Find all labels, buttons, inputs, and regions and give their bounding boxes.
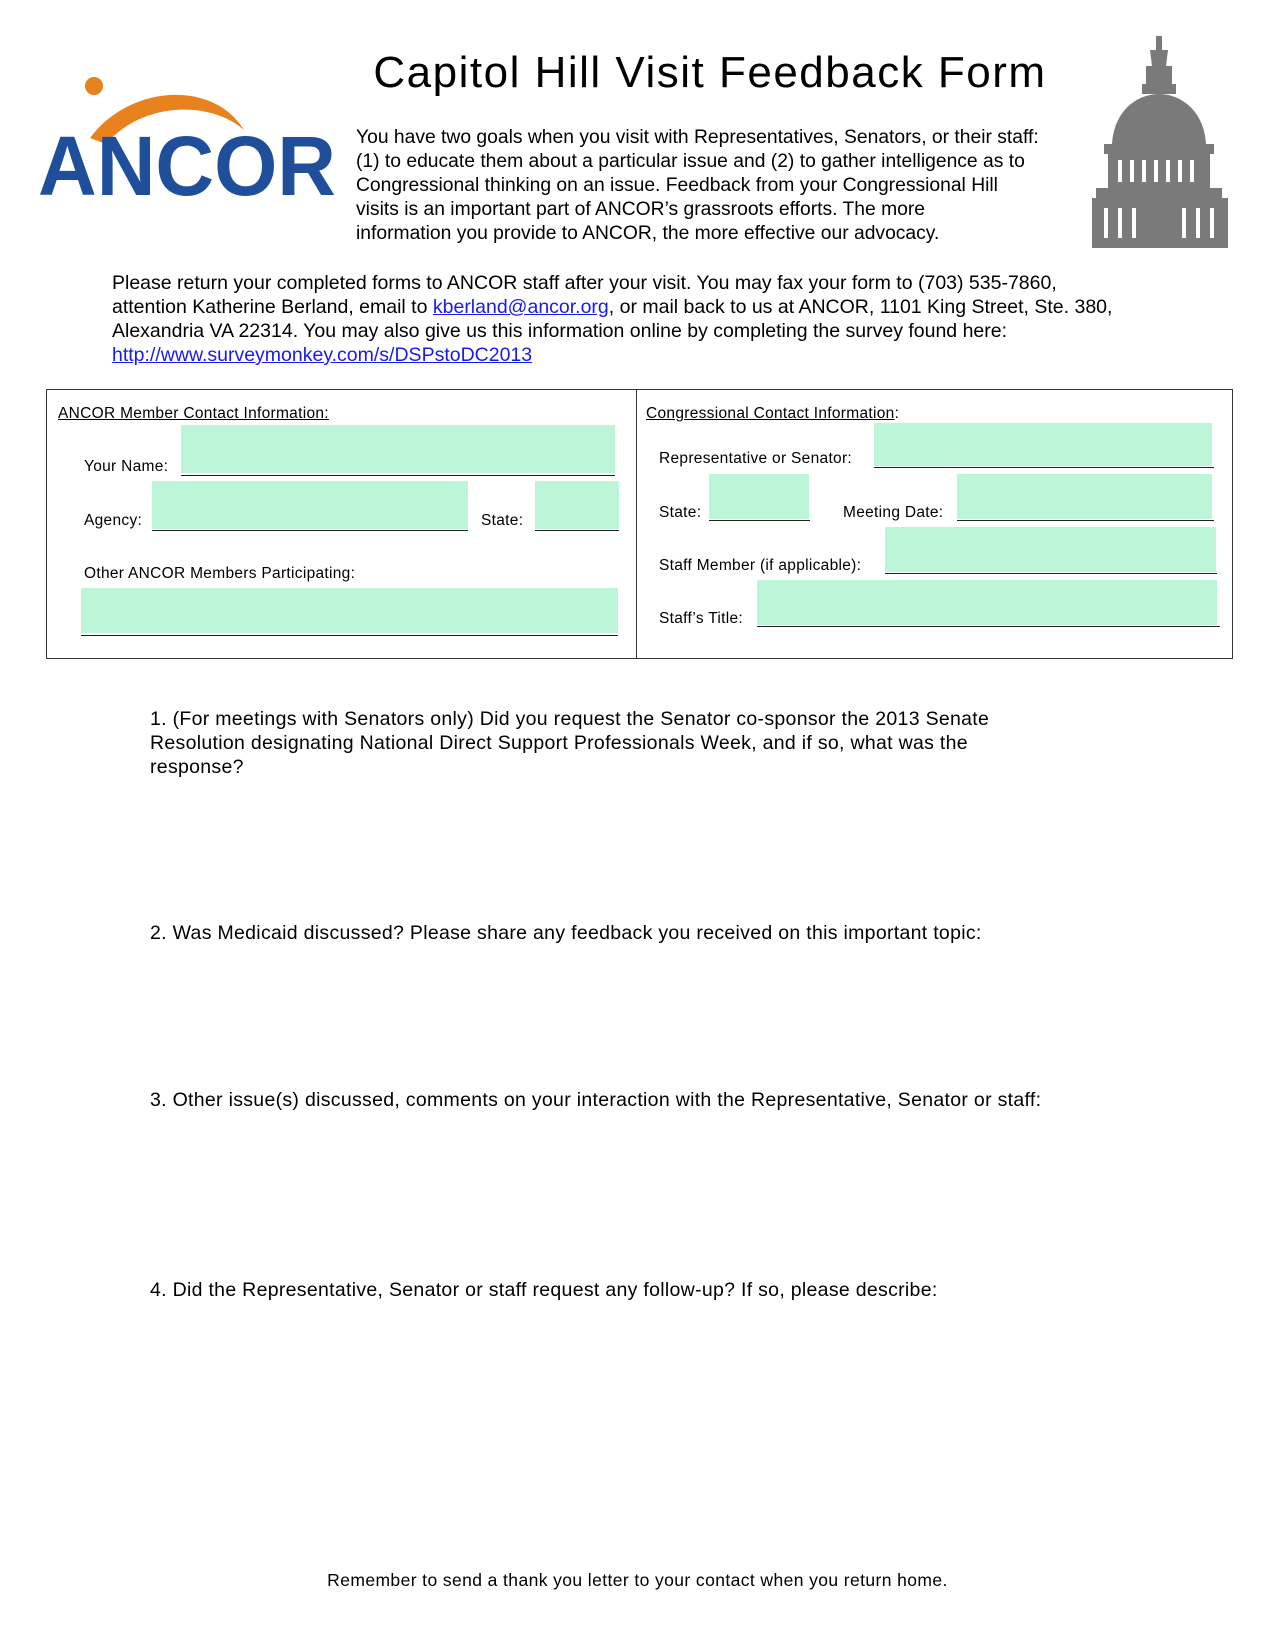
intro-line: information you provide to ANCOR, the more effective our advocacy. [356,223,940,244]
question-line: response? [150,756,244,778]
question-line: 2. Was Medicaid discussed? Please share any feedback you received on this important topic: [150,922,982,944]
member-state-label: State: [481,512,524,529]
congress-state-underline [709,520,810,521]
question-line: 4. Did the Representative, Senator or staff request any follow-up? If so, please describe: [150,1279,938,1301]
question-line: 1. (For meetings with Senators only) Did you request the Senator co-sponsor the 2013 Senate [150,708,990,730]
meeting-date-field[interactable] [957,474,1212,519]
congress-state-label: State: [659,504,702,521]
member-section-heading: ANCOR Member Contact Information: [58,405,329,422]
return-text: , or mail back to us at ANCOR, 1101 King Street, Ste. 380, [608,296,1113,318]
return-line [112,343,1192,367]
your-name-field[interactable] [181,425,615,473]
intro-line: Congressional thinking on an issue. Feedback from your Congressional Hill [356,175,998,196]
question-3 [150,1088,1100,1112]
other-members-field[interactable] [81,588,618,633]
other-members-label: Other ANCOR Members Participating: [84,565,356,582]
survey-link[interactable]: http://www.surveymonkey.com/s/DSPstoDC2013 [112,344,533,366]
staff-member-label: Staff Member (if applicable): [659,557,862,574]
logo-dot [85,77,103,95]
representative-field[interactable] [874,423,1212,466]
intro-line: visits is an important part of ANCOR’s grassroots efforts. The more [356,199,926,220]
member-state-underline [535,530,619,531]
your-name-underline [181,475,615,476]
footer-reminder: Remember to send a thank you letter to your contact when you return home. [327,1570,948,1590]
representative-label: Representative or Senator: [659,450,853,467]
congress-state-field[interactable] [709,474,809,519]
congress-section-heading [646,405,899,423]
congress-heading-text: Congressional Contact Information [646,405,895,422]
question-line: 3. Other issue(s) discussed, comments on your interaction with the Representative, Senator or staff: [150,1089,1042,1111]
intro-line: You have two goals when you visit with Representatives, Senators, or their staff: [356,127,1039,148]
question-line: Resolution designating National Direct Support Professionals Week, and if so, what was the [150,732,968,754]
return-line: Alexandria VA 22314. You may also give us this information online by completing the survey found here: [112,320,1008,342]
intro-line: (1) to educate them about a particular issue and (2) to gather intelligence as to [356,151,1025,172]
contact-box-divider [636,389,637,659]
ancor-logo [38,74,338,204]
logo-wordmark: ANCOR [38,119,336,204]
staff-member-underline [885,573,1217,574]
agency-field[interactable] [152,481,468,529]
question-4 [150,1278,1100,1302]
agency-label: Agency: [84,512,143,529]
member-state-field[interactable] [535,481,619,529]
return-line [112,295,1192,319]
return-text: attention Katherine Berland, email to [112,296,433,318]
return-instructions [112,271,1192,367]
return-line: Please return your completed forms to ANCOR staff after your visit. You may fax your form to (703) 535-7860, [112,272,1057,294]
intro-paragraph [356,126,1096,246]
email-link[interactable]: kberland@ancor.org [432,296,609,318]
meeting-date-underline [957,520,1214,521]
staff-title-label: Staff’s Title: [659,610,744,627]
other-members-underline [81,635,618,636]
page-title: Capitol Hill Visit Feedback Form [373,48,1047,97]
congress-heading-colon: : [894,405,900,422]
your-name-label: Your Name: [84,458,169,475]
representative-underline [874,467,1214,468]
question-2 [150,921,1100,945]
staff-title-field[interactable] [757,580,1217,625]
question-1 [150,707,1100,779]
agency-underline [152,530,468,531]
staff-title-underline [757,626,1220,627]
staff-member-field[interactable] [885,527,1216,572]
meeting-date-label: Meeting Date: [843,504,944,521]
